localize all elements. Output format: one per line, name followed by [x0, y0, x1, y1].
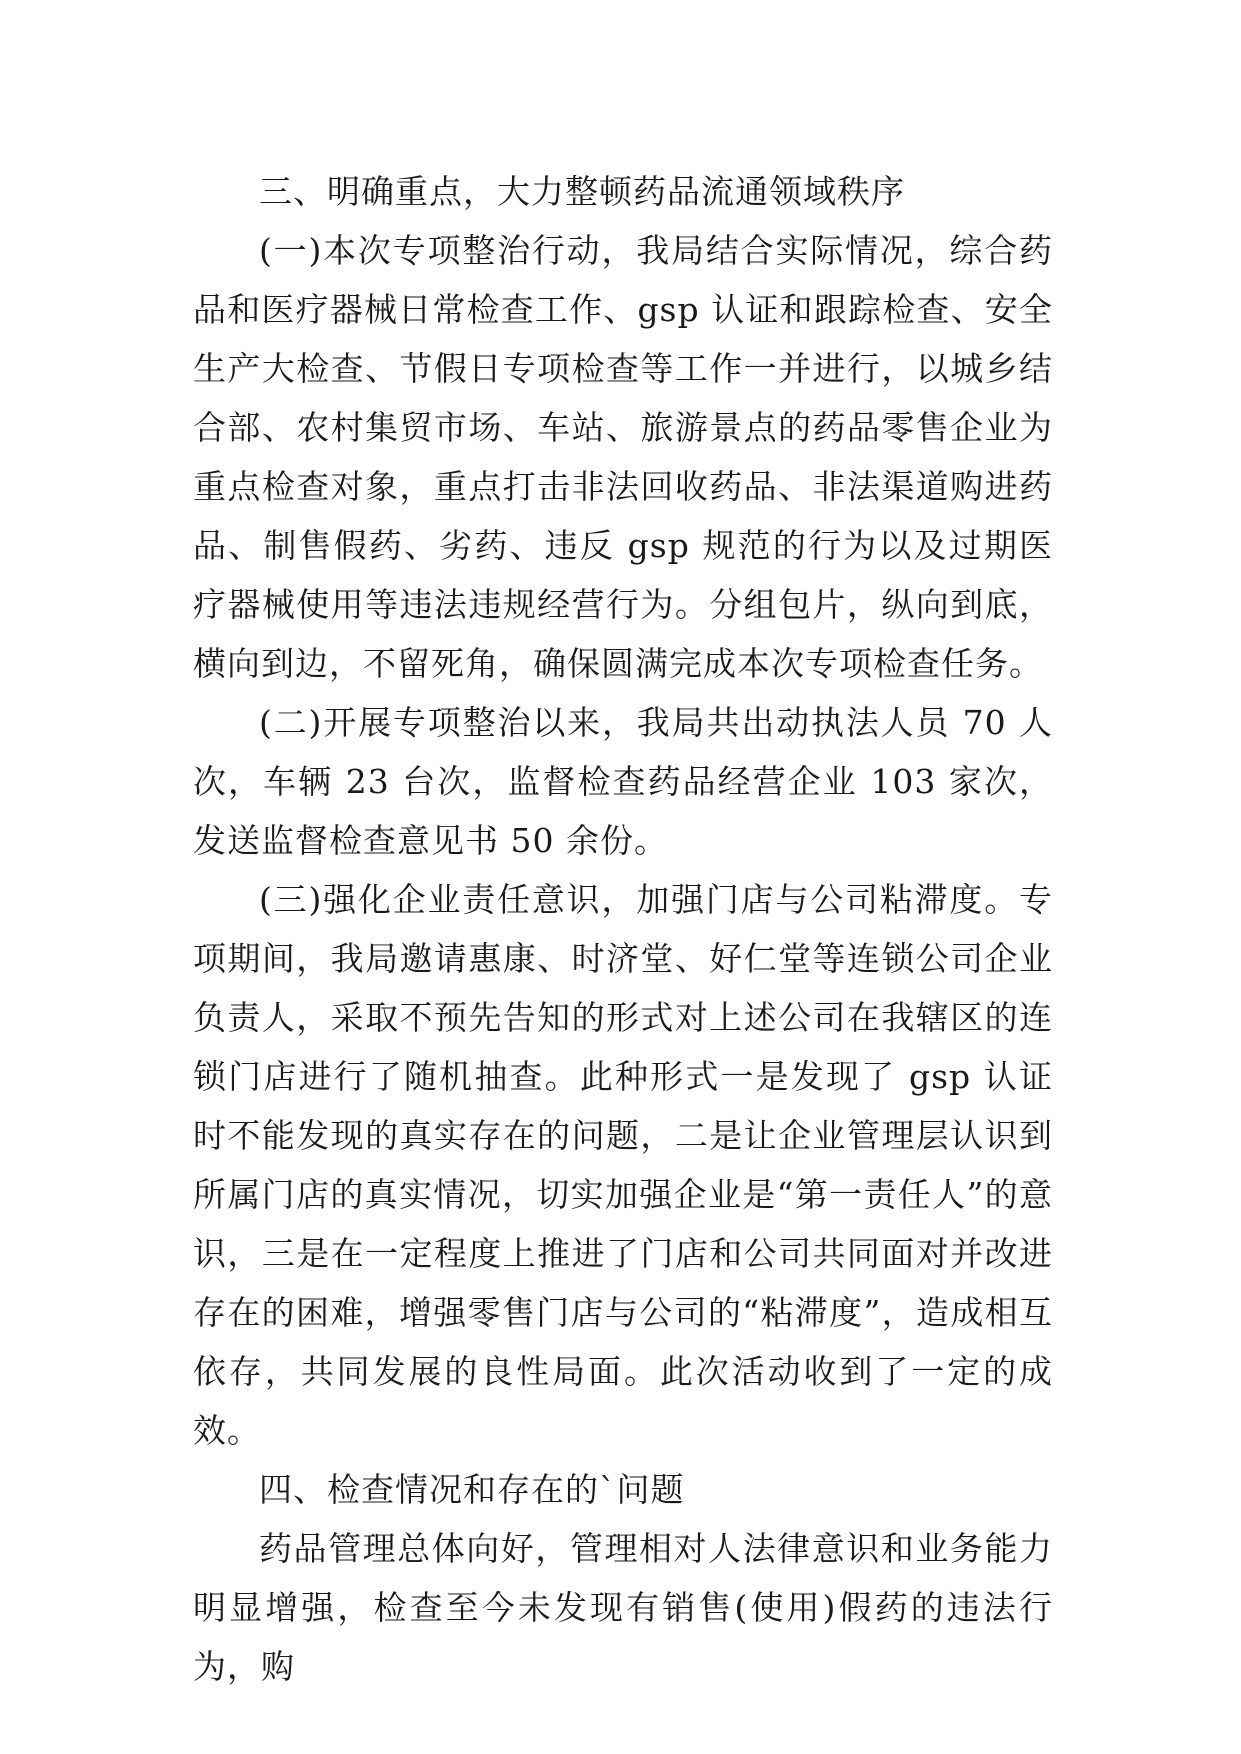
paragraph-summary: 药品管理总体向好，管理相对人法律意识和业务能力明显增强，检查至今未发现有销售(使用)假药的违法行为，购: [193, 1529, 1053, 1686]
document-body: [193, 162, 1053, 1696]
paragraph-item-3: (三)强化企业责任意识，加强门店与公司粘滞度。专项期间，我局邀请惠康、时济堂、好仁堂等连锁公司企业负责人，采取不预先告知的形式对上述公司在我辖区的连锁门店进行了随机抽查。此种形式一是发现了 gsp 认证时不能发现的真实存在的问题，二是让企业管理层认识到所属门店的真实情况，切实加强企业是“第一责任人”的意识，三是在一定程度上推进了门店和公司共同面对并改进存在的困难，增强零售门店与公司的“粘滞度”，造成相互依存，共同发展的良性局面。此次活动收到了一定的成效。: [193, 880, 1053, 1450]
section-heading-4: 四、检查情况和存在的`问题: [259, 1470, 685, 1509]
paragraph-item-1: (一)本次专项整治行动，我局结合实际情况，综合药品和医疗器械日常检查工作、gsp 认证和跟踪检查、安全生产大检查、节假日专项检查等工作一并进行，以城乡结合部、农村集贸市场、车站、旅游景点的药品零售企业为重点检查对象，重点打击非法回收药品、非法渠道购进药品、制售假药、劣药、违反 gsp 规范的行为以及过期医疗器械使用等违法违规经营行为。分组包片，纵向到底，横向到边，不留死角，确保圆满完成本次专项检查任务。: [193, 231, 1053, 683]
section-heading-3: 三、明确重点，大力整顿药品流通领域秩序: [259, 172, 905, 211]
paragraph-item-2: (二)开展专项整治以来，我局共出动执法人员 70 人次，车辆 23 台次，监督检查药品经营企业 103 家次，发送监督检查意见书 50 余份。: [193, 703, 1053, 860]
